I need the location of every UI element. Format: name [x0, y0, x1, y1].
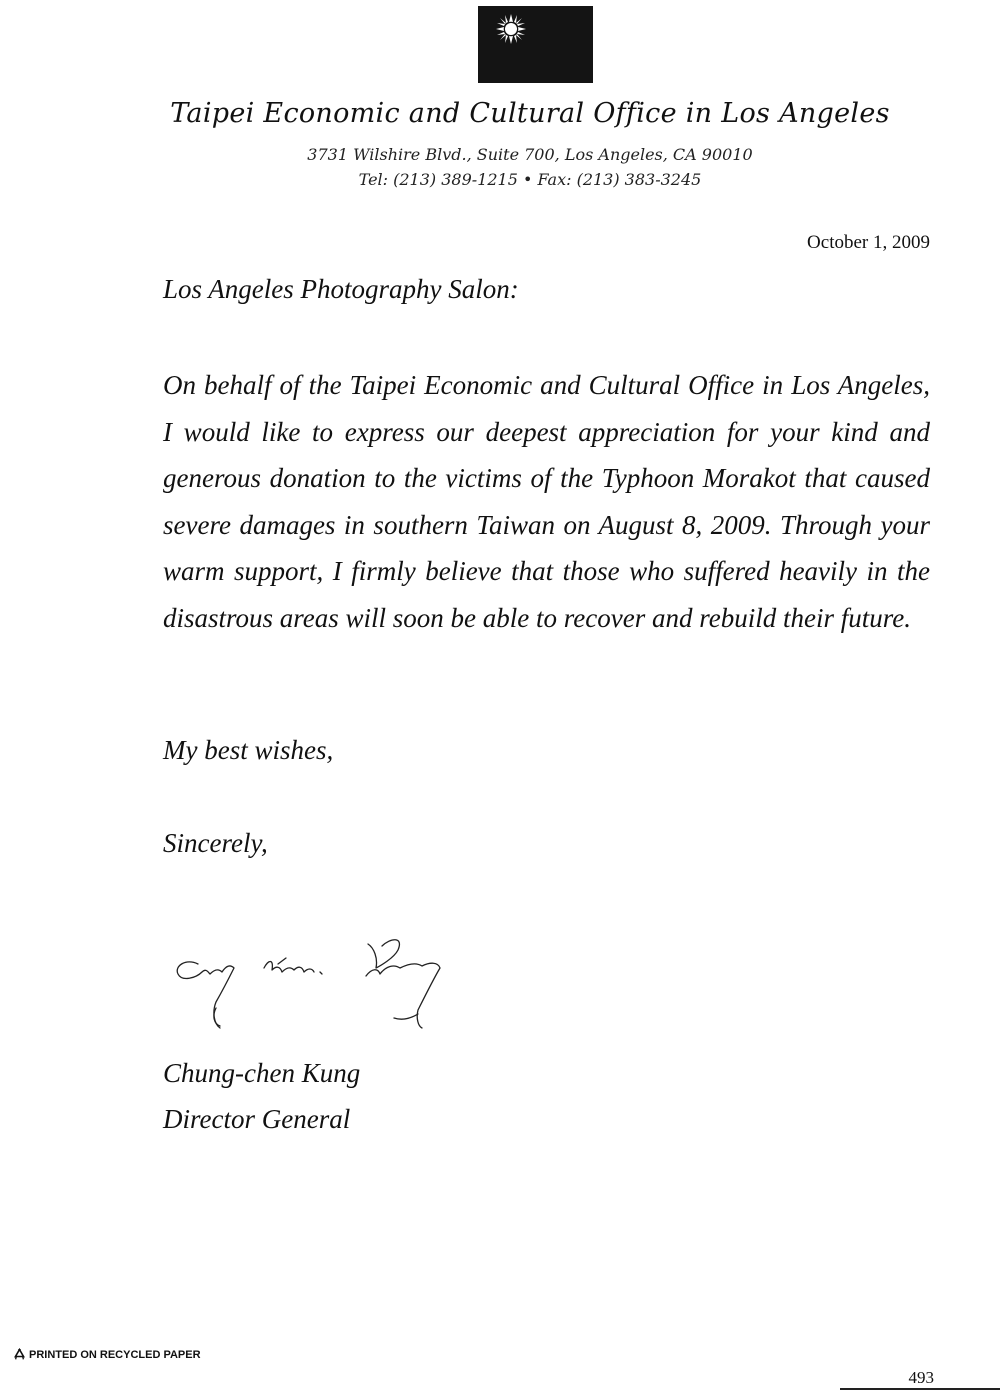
recycle-icon [13, 1348, 26, 1361]
best-wishes: My best wishes, [163, 735, 334, 765]
office-phone-fax: Tel: (213) 389-1215 • Fax: (213) 383-3245 [358, 170, 702, 189]
page-number: 493 [908, 1368, 934, 1387]
signer-title: Director General [163, 1104, 351, 1134]
white-sun-icon [496, 14, 526, 44]
office-name: Taipei Economic and Cultural Office in Los Angeles [170, 98, 890, 129]
letter-body: On behalf of the Taipei Economic and Cultural Office in Los Angeles, I would like to express our deepest appreciation for your kind and generous donation to the victims of the Typhoon Morakot that caused severe damages in southern Taiwan on August 8, 2009. Through your warm support, I firmly believe that those who suffered heavily in the disastrous areas will soon be able to recover and rebuild their future. [163, 370, 930, 633]
office-address: 3731 Wilshire Blvd., Suite 700, Los Angeles, CA 90010 [307, 145, 753, 164]
recycled-paper-label: PRINTED ON RECYCLED PAPER [29, 1348, 201, 1361]
recycled-paper-note [13, 1348, 201, 1361]
signer-name: Chung-chen Kung [163, 1058, 361, 1088]
flag-emblem [478, 6, 593, 83]
salutation: Los Angeles Photography Salon: [163, 274, 519, 304]
letter-date: October 1, 2009 [807, 232, 930, 253]
page-bottom-rule [840, 1388, 1000, 1390]
closing: Sincerely, [163, 828, 268, 858]
handwritten-signature [168, 928, 458, 1038]
